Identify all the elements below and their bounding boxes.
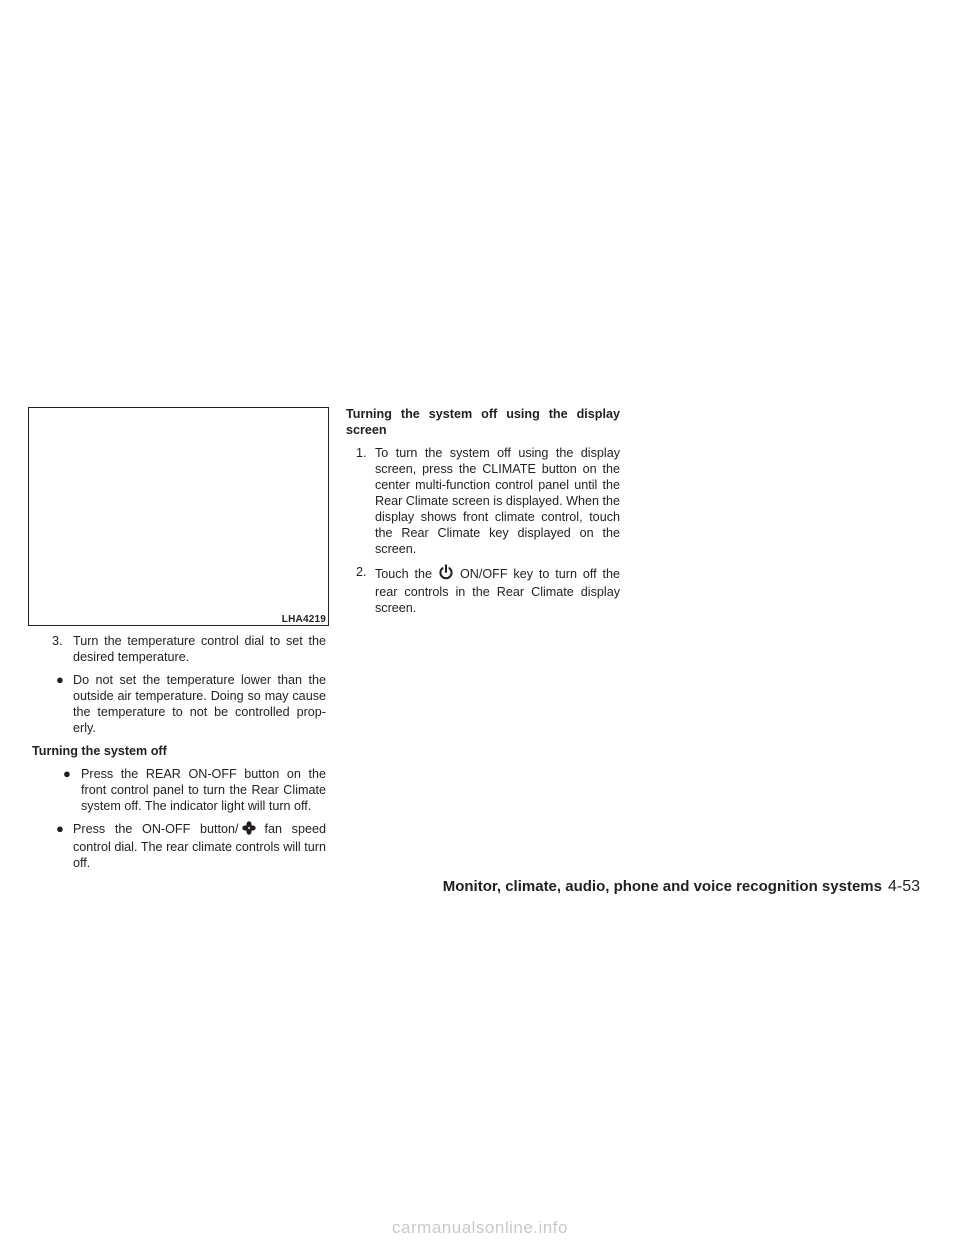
bullet-text-before: Press the ON-OFF button/ <box>73 822 239 836</box>
bullet-icon: ● <box>56 672 64 687</box>
step-number: 3. <box>52 634 63 648</box>
bullet-icon: ● <box>63 766 71 781</box>
step-text: Turn the temperature control dial to set the desired temperature. <box>73 634 326 664</box>
figure-label: LHA4219 <box>281 614 326 625</box>
bullet-text: Press the REAR ON-OFF button on the front control panel to turn the Rear Climate system off. The indicator light will turn off. <box>81 767 326 813</box>
fan-icon <box>241 821 263 839</box>
watermark: carmanualsonline.info <box>392 1218 568 1237</box>
left-column <box>32 633 326 878</box>
right-column <box>346 406 620 623</box>
step-number: 1. <box>356 446 367 460</box>
step-number: 2. <box>356 565 367 579</box>
step-text-before: Touch the <box>375 567 432 581</box>
step-text-after: ON/OFF key to turn off the rear controls in the Rear Climate display screen. <box>375 567 620 615</box>
step-text: To turn the system off using the display screen, press the CLIMATE button on the center multi-function control panel until the Rear Climate screen is displayed. When the display shows front climate control, touch the Rear Climate key displayed on the screen. <box>375 446 620 556</box>
page-number: 4-53 <box>887 878 920 895</box>
note-text: Do not set the temperature lower than the outside air temperature. Doing so may cause the temperature to not be controlled prop-erly. <box>73 673 326 735</box>
section-title: Monitor, climate, audio, phone and voice recognition systems <box>442 878 882 895</box>
section-heading: Turning the system off using the display screen <box>346 407 620 437</box>
page-footer <box>443 878 920 896</box>
power-icon <box>434 564 458 584</box>
step-3 <box>32 633 326 665</box>
step-1 <box>346 445 620 557</box>
bullet-item-rear-button <box>32 766 326 814</box>
bullet-icon: ● <box>56 821 64 836</box>
bullet-text-after: fan speed control dial. The rear climate controls will turn off. <box>73 822 326 870</box>
figure-placeholder <box>28 407 329 626</box>
step-2 <box>346 564 620 616</box>
section-heading: Turning the system off <box>32 744 167 758</box>
bullet-item-fan-dial <box>32 821 326 871</box>
note-item <box>32 672 326 736</box>
